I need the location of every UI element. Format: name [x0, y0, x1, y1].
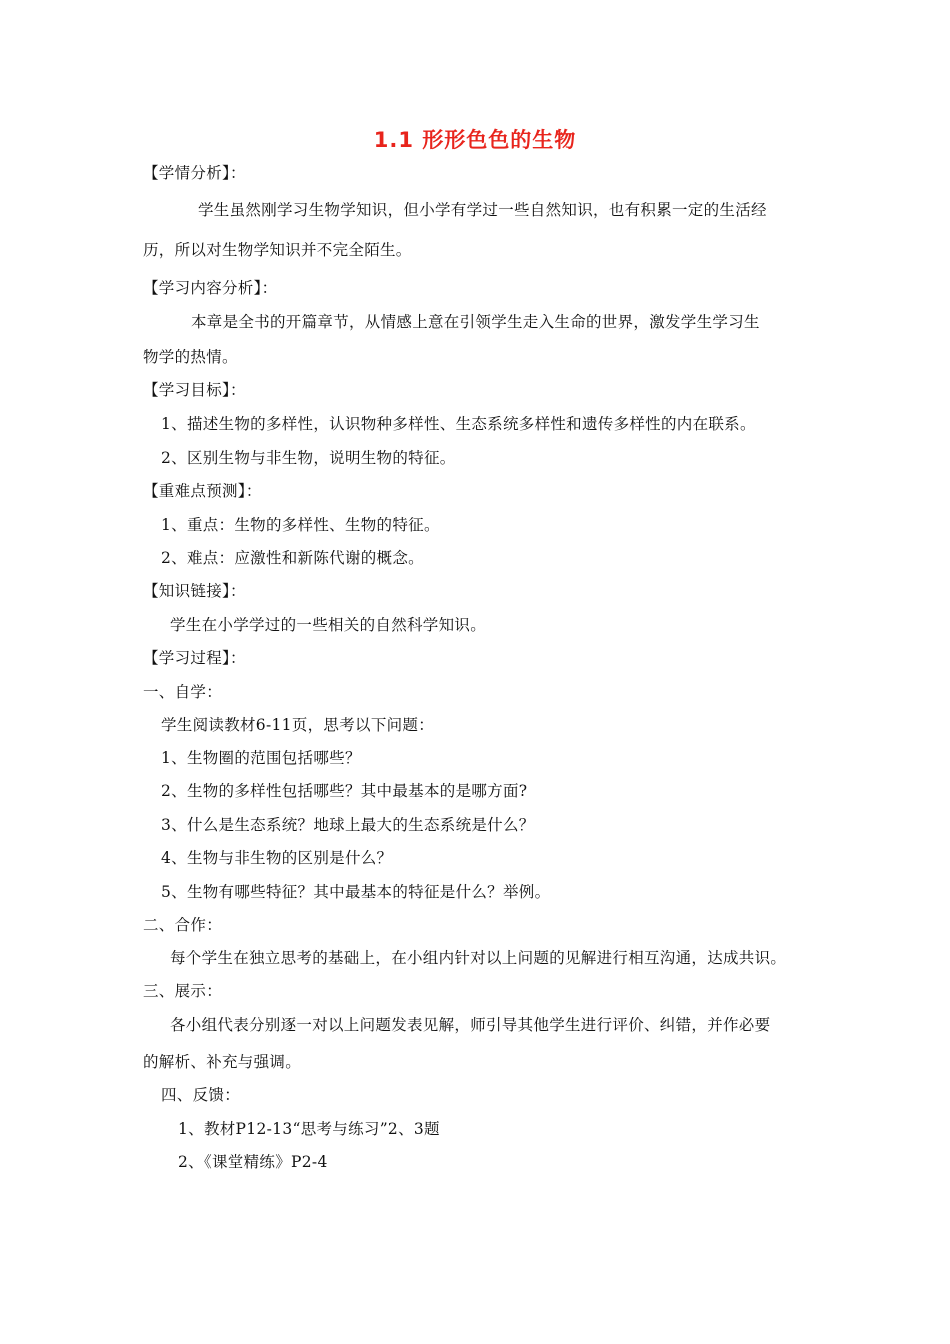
list-item: 1、重点：生物的多样性、生物的特征。 — [161, 516, 440, 534]
subsection-heading-zhanshi: 三、展示： — [143, 982, 223, 1000]
question-item: 2、生物的多样性包括哪些？其中最基本的是哪方面? — [161, 782, 528, 800]
section-heading-mubiao: 【学习目标】： — [143, 381, 246, 399]
section-heading-xueqing: 【学情分析】： — [143, 164, 246, 182]
section-heading-zhongnan: 【重难点预测】： — [143, 482, 262, 500]
subsection-heading-hezuo: 二、合作： — [143, 916, 223, 934]
question-item: 5、生物有哪些特征？其中最基本的特征是什么？举例。 — [161, 883, 551, 901]
paragraph-line: 历，所以对生物学知识并不完全陌生。 — [143, 241, 412, 259]
list-item: 2、难点：应激性和新陈代谢的概念。 — [161, 549, 424, 567]
paragraph-line: 学生虽然刚学习生物学知识，但小学有学过一些自然知识，也有积累一定的生活经 — [198, 201, 767, 219]
paragraph-line: 物学的热情。 — [143, 348, 238, 366]
paragraph-line: 本章是全书的开篇章节，从情感上意在引领学生走入生命的世界，激发学生学习生 — [191, 313, 760, 331]
paragraph-line: 学生在小学学过的一些相关的自然科学知识。 — [170, 616, 487, 634]
list-item: 2、区别生物与非生物，说明生物的特征。 — [161, 449, 456, 467]
question-item: 3、什么是生态系统？地球上最大的生态系统是什么？ — [161, 816, 535, 834]
question-item: 4、生物与非生物的区别是什么？ — [161, 849, 393, 867]
list-item: 1、描述生物的多样性，认识物种多样性、生态系统多样性和遗传多样性的内在联系。 — [161, 415, 756, 433]
section-heading-guocheng: 【学习过程】： — [143, 649, 246, 667]
paragraph-line: 每个学生在独立思考的基础上，在小组内针对以上问题的见解进行相互沟通，达成共识。 — [170, 949, 787, 967]
section-heading-neirong: 【学习内容分析】： — [143, 279, 278, 297]
list-item: 2、《课堂精练》P2-4 — [178, 1153, 328, 1171]
section-heading-lianjie: 【知识链接】： — [143, 582, 246, 600]
subsection-heading-zixue: 一、自学： — [143, 683, 223, 701]
question-item: 1、生物圈的范围包括哪些？ — [161, 749, 361, 767]
paragraph-line: 的解析、补充与强调。 — [143, 1053, 302, 1071]
subsection-heading-fankui: 四、反馈： — [161, 1086, 241, 1104]
paragraph-line: 各小组代表分别逐一对以上问题发表见解，师引导其他学生进行评价、纠错，并作必要 — [170, 1016, 771, 1034]
document-title: 1.1 形形色色的生物 — [373, 128, 577, 152]
paragraph-line: 学生阅读教材6-11页，思考以下问题： — [161, 716, 435, 734]
list-item: 1、教材P12-13“思考与练习”2、3题 — [178, 1120, 440, 1138]
